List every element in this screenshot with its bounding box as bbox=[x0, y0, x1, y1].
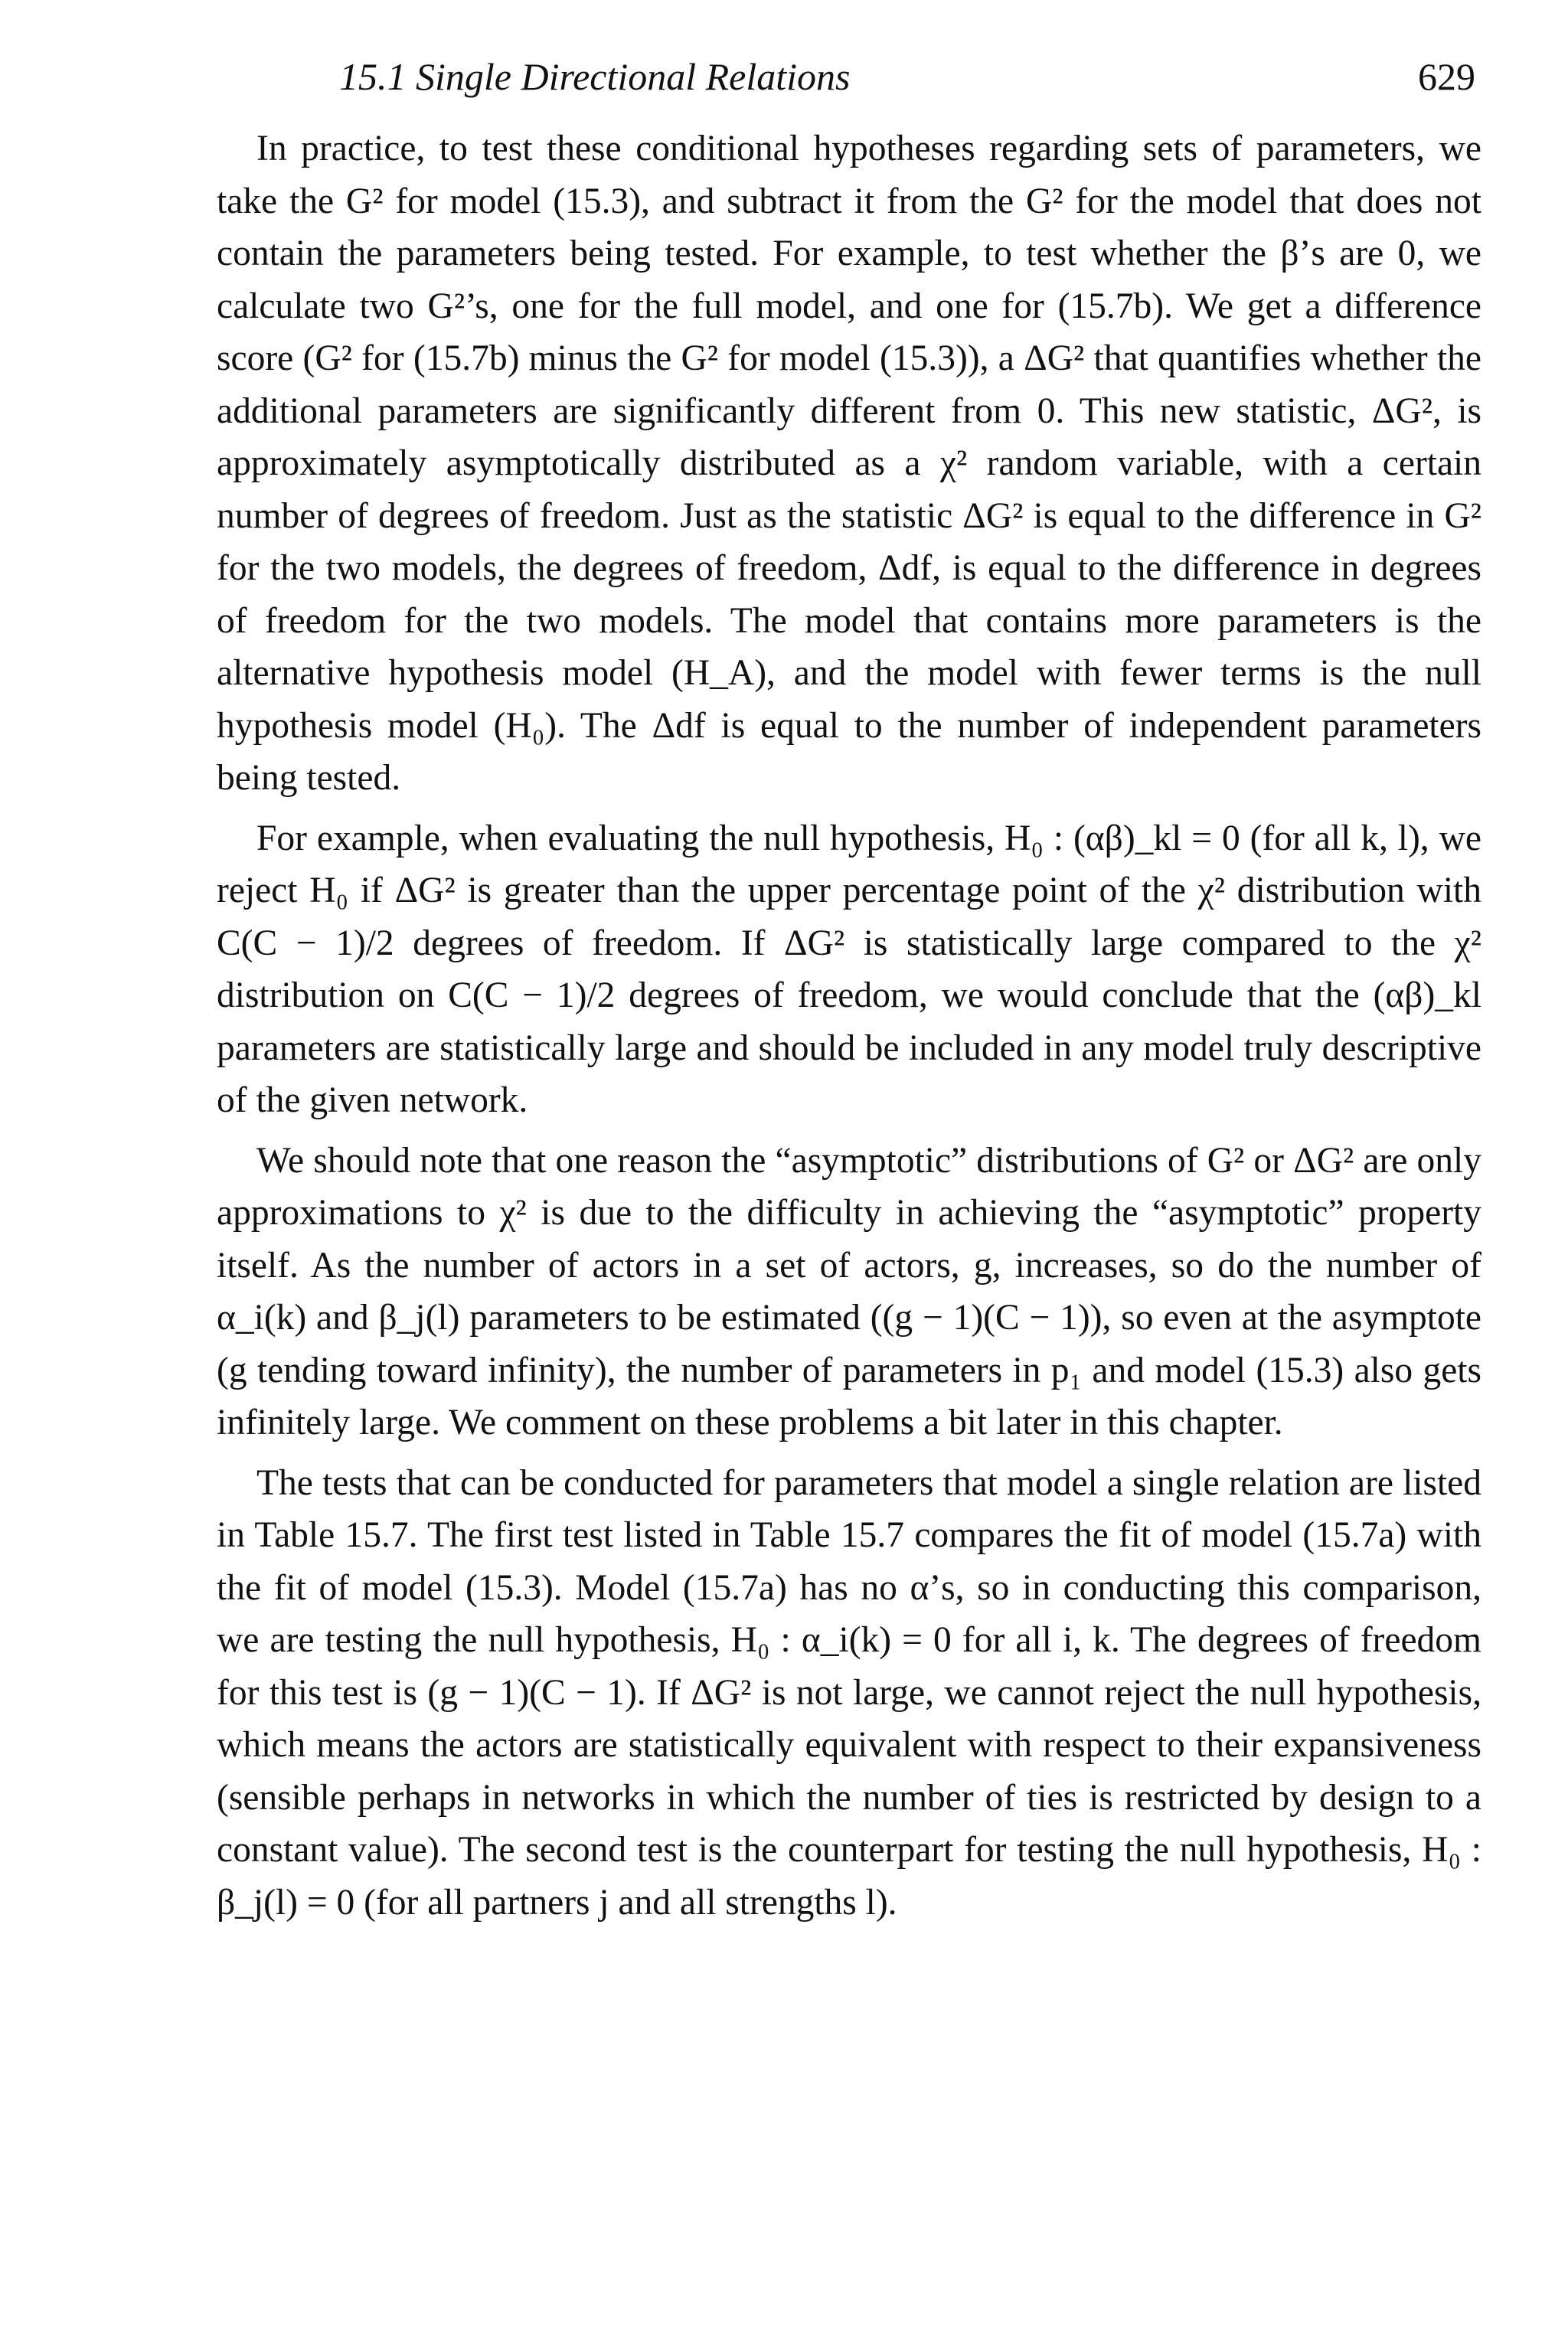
paragraph-2: For example, when evaluating the null hypothesis, H₀ : (αβ)_kl = 0 (for all k, l), we reject H₀ if ΔG² is greater than the upper percentage point of the χ² distribution with C(C − 1)/2 degrees of freedom. If ΔG² is statistically large compared to the χ² distribution on C(C − 1)/2 degrees of freedom, we would conclude that the (αβ)_kl parameters are statistically large and should be included in any model truly descriptive of the given network. bbox=[217, 818, 1481, 1120]
paragraph-3: We should note that one reason the “asymptotic” distributions of G² or ΔG² are only approximations to χ² is due to the difficulty in achieving the “asymptotic” property itself. As the number of actors in a set of actors, g, increases, so do the number of α_i(k) and β_j(l) parameters to be estimated ((g − 1)(C − 1)), so even at the asymptote (g tending toward infinity), the number of parameters in p₁ and model (15.3) also gets infinitely large. We comment on these problems a bit later in this chapter. bbox=[217, 1140, 1481, 1442]
book-page bbox=[217, 46, 1481, 1936]
body-text bbox=[217, 123, 1481, 1929]
paragraph-1: In practice, to test these conditional hypotheses regarding sets of parameters, we take the G² for model (15.3), and subtract it from the G² for the model that does not contain the parameters being tested. For example, to test whether the β’s are 0, we calculate two G²’s, one for the full model, and one for (15.7b). We get a difference score (G² for (15.7b) minus the G² for model (15.3)), a ΔG² that quantifies whether the additional parameters are significantly different from 0. This new statistic, ΔG², is approximately asymptotically distributed as a χ² random variable, with a certain number of degrees of freedom. Just as the statistic ΔG² is equal to the difference in G² for the two models, the degrees of freedom, Δdf, is equal to the difference in degrees of freedom for the two models. The model that contains more parameters is the alternative hypothesis model (H_A), and the model with fewer terms is the null hypothesis model (H₀). The Δdf is equal to the number of independent parameters being tested. bbox=[217, 129, 1481, 798]
section-title: 15.1 Single Directional Relations bbox=[339, 55, 851, 98]
paragraph-4: The tests that can be conducted for parameters that model a single relation are listed in Table 15.7. The first test listed in Table 15.7 compares the fit of model (15.7a) with the fit of model (15.3). Model (15.7a) has no α’s, so in conducting this comparison, we are testing the null hypothesis, H₀ : α_i(k) = 0 for all i, k. The degrees of freedom for this test is (g − 1)(C − 1). If ΔG² is not large, we cannot reject the null hypothesis, which means the actors are statistically equivalent with respect to their expansiveness (sensible perhaps in networks in which the number of ties is restricted by design to a constant value). The second test is the counterpart for testing the null hypothesis, H₀ : β_j(l) = 0 (for all partners j and all strengths l). bbox=[217, 1462, 1481, 1923]
running-head bbox=[217, 46, 1481, 107]
page-number: 629 bbox=[1418, 55, 1475, 98]
